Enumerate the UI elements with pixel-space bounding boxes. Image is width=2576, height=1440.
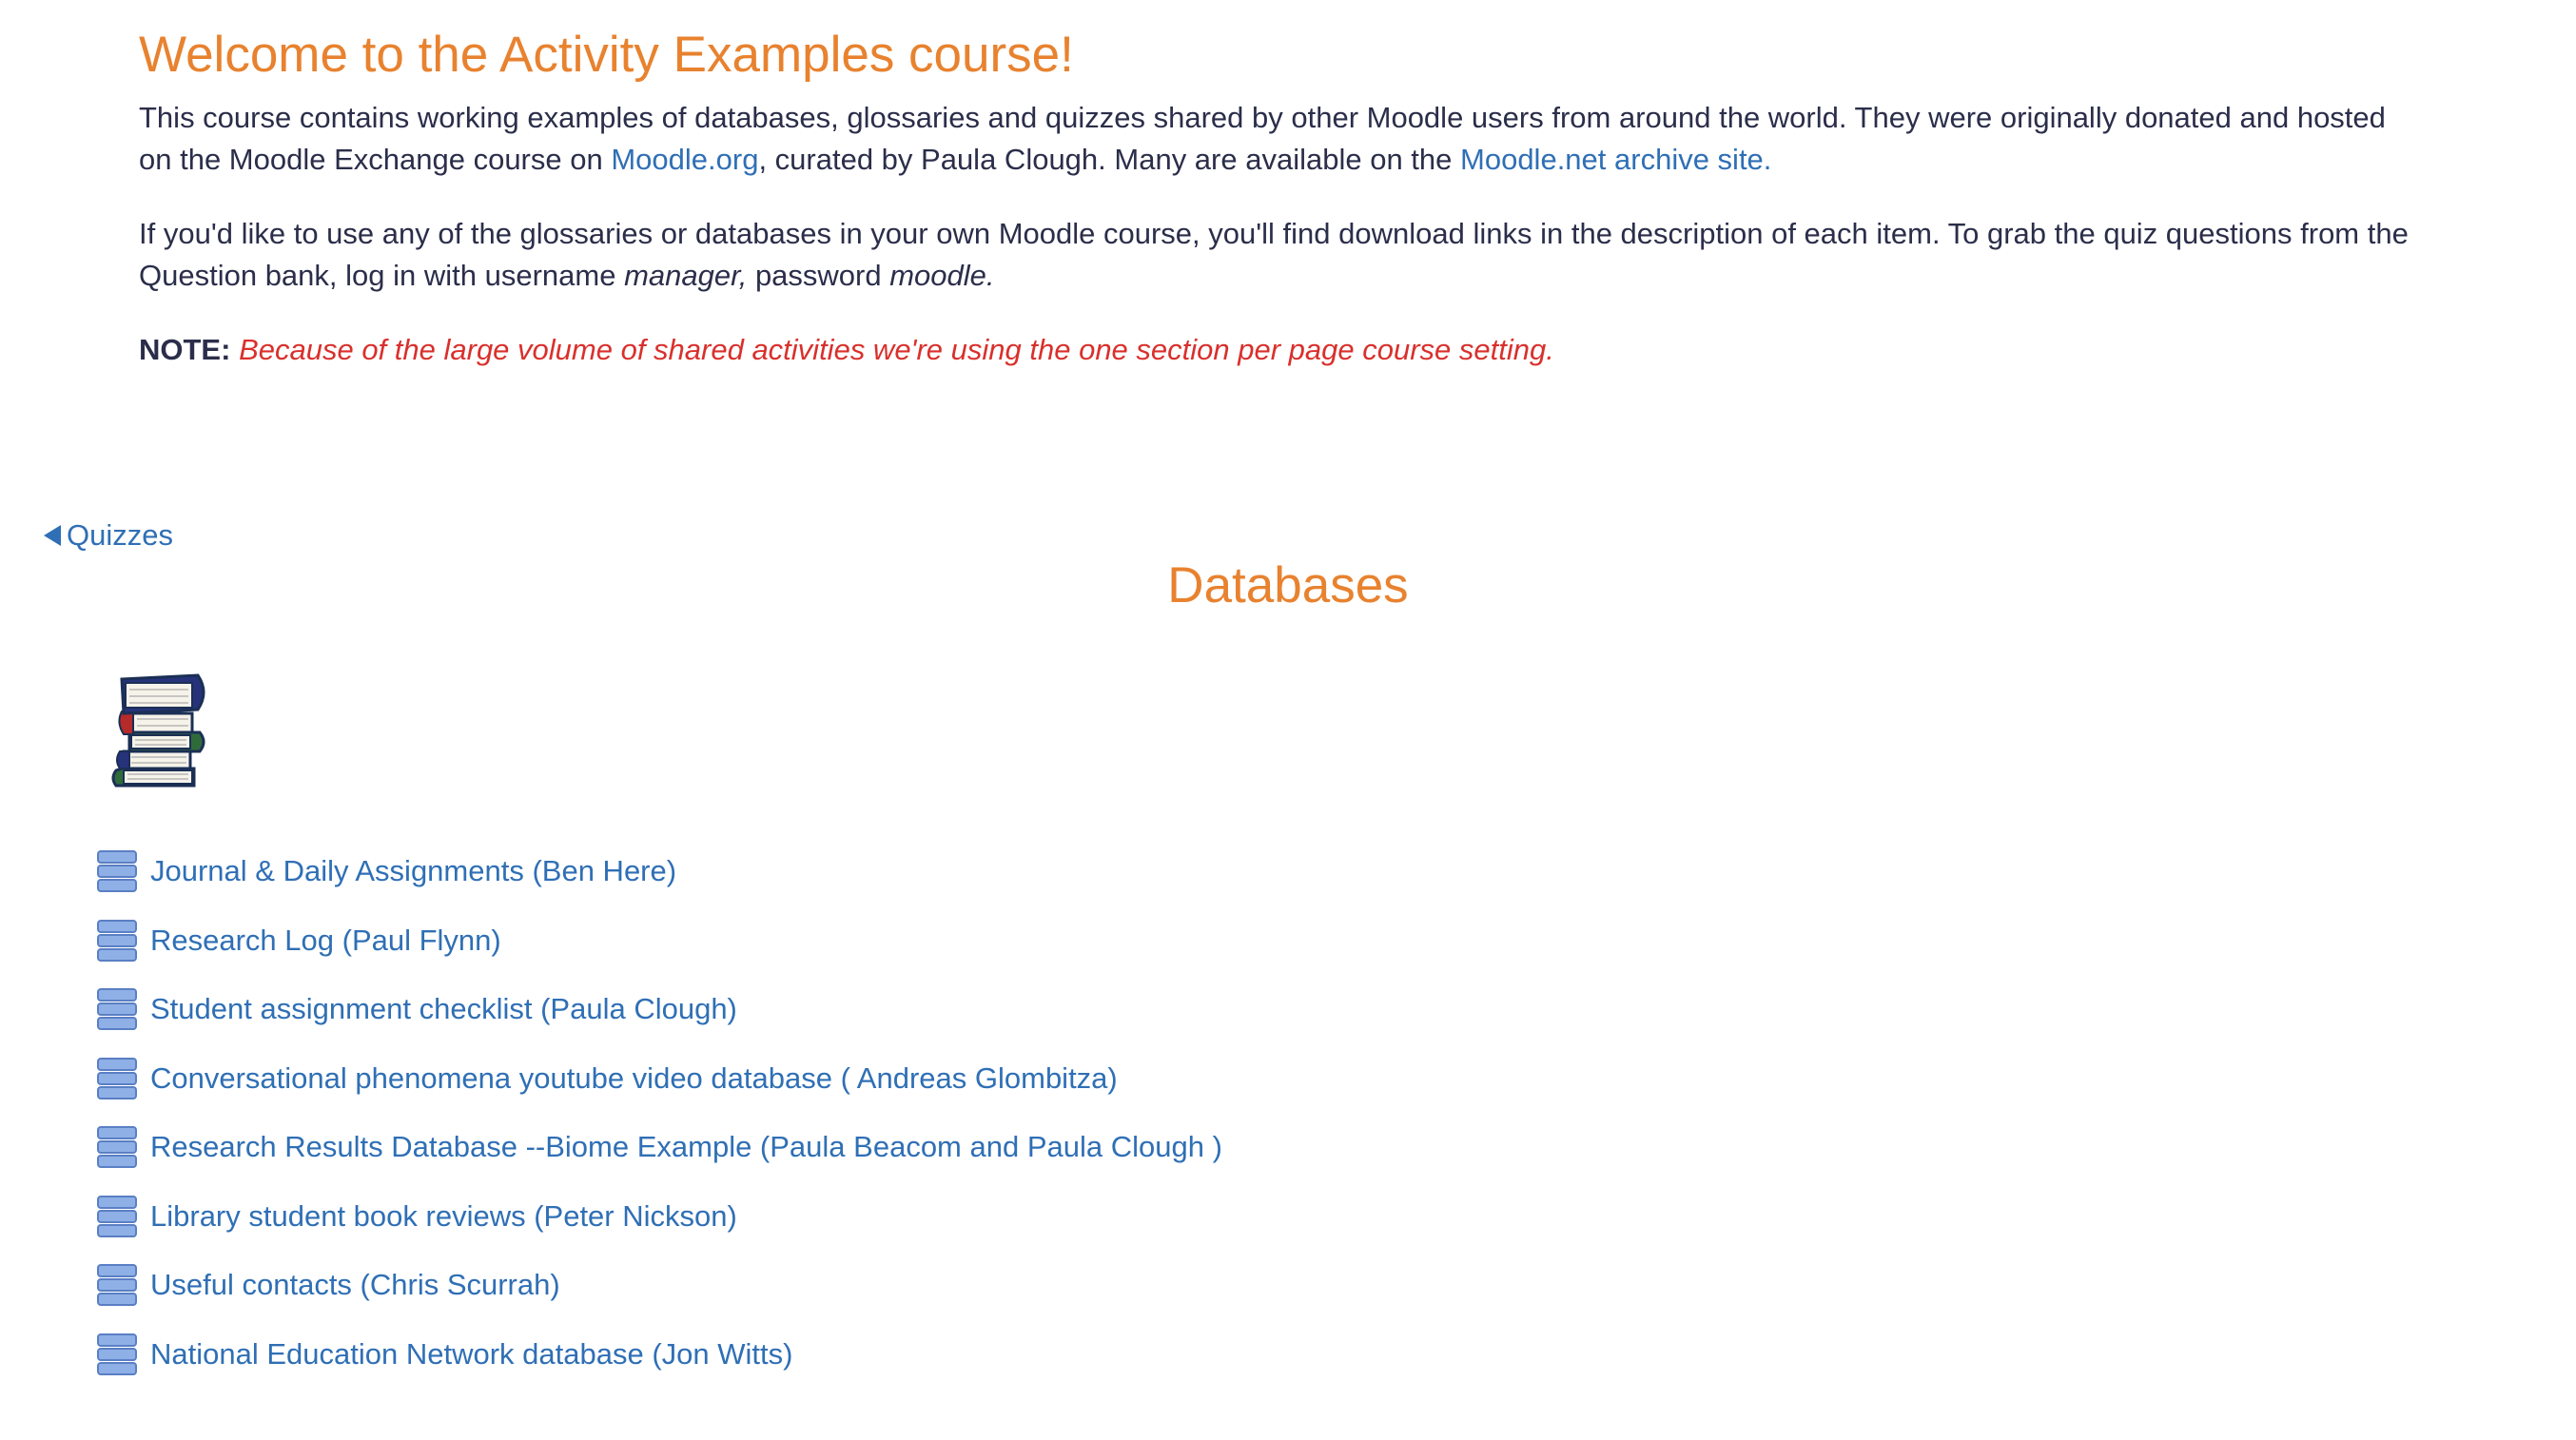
intro-text: , curated by Paula Clough. Many are available on the xyxy=(758,143,1461,176)
activity-link[interactable]: Journal & Daily Assignments (Ben Here) xyxy=(150,854,677,888)
note-text: Because of the large volume of shared activities we're using the one section per page course setting. xyxy=(239,333,1554,366)
intro-paragraph-1 xyxy=(139,97,2422,181)
triangle-left-icon xyxy=(44,525,61,546)
database-icon xyxy=(97,1263,137,1307)
database-icon xyxy=(97,919,137,963)
database-icon xyxy=(97,1125,137,1169)
intro-text: This course contains working examples of databases, glossaries and quizzes shared by other Moodle users from around the world. They were originally donated and hosted on the Moodle Exchange course on xyxy=(139,101,2386,176)
course-welcome-title: Welcome to the Activity Examples course! xyxy=(139,27,1074,83)
activity-link[interactable]: Student assignment checklist (Paula Clough) xyxy=(150,992,737,1026)
activity-item[interactable] xyxy=(97,1044,1222,1114)
username-text: manager, xyxy=(624,259,748,292)
activity-item[interactable] xyxy=(97,1320,1222,1390)
activity-link[interactable]: Library student book reviews (Peter Nickson) xyxy=(150,1198,737,1233)
activity-link[interactable]: National Education Network database (Jon Witts) xyxy=(150,1336,793,1371)
activity-link[interactable]: Useful contacts (Chris Scurrah) xyxy=(150,1268,560,1302)
activity-item[interactable] xyxy=(97,975,1222,1044)
activity-item[interactable] xyxy=(97,906,1222,976)
database-icon xyxy=(97,1057,137,1100)
password-text: moodle. xyxy=(889,259,995,292)
section-title: Databases xyxy=(1167,557,1409,613)
note-paragraph xyxy=(139,329,2422,371)
previous-section-label: Quizzes xyxy=(67,518,173,552)
activity-link[interactable]: Research Log (Paul Flynn) xyxy=(150,923,501,957)
activity-item[interactable] xyxy=(97,1251,1222,1320)
activity-item[interactable] xyxy=(97,837,1222,906)
intro-paragraph-2 xyxy=(139,213,2422,297)
note-label: NOTE: xyxy=(139,333,231,366)
intro-text: password xyxy=(747,259,890,292)
activity-link[interactable]: Research Results Database --Biome Example (Paula Beacom and Paula Clough ) xyxy=(150,1130,1222,1164)
database-icon xyxy=(97,849,137,893)
activity-item[interactable] xyxy=(97,1113,1222,1182)
intro-text: If you'd like to use any of the glossaries or databases in your own Moodle course, you'll find download links in the description of each item. To grab the quiz questions from the Question bank, log in with username xyxy=(139,217,2409,292)
database-icon xyxy=(97,987,137,1031)
activity-item[interactable] xyxy=(97,1182,1222,1252)
course-summary xyxy=(139,21,2422,403)
activity-link[interactable]: Conversational phenomena youtube video database ( Andreas Glombitza) xyxy=(150,1061,1118,1095)
previous-section-link[interactable] xyxy=(44,515,173,556)
moodle-net-archive-link[interactable]: Moodle.net archive site. xyxy=(1460,143,1772,176)
database-icon xyxy=(97,1333,137,1376)
moodle-org-link[interactable]: Moodle.org xyxy=(611,143,759,176)
database-icon xyxy=(97,1195,137,1238)
activity-list xyxy=(97,837,1222,1389)
stack-of-books-icon xyxy=(103,658,207,789)
